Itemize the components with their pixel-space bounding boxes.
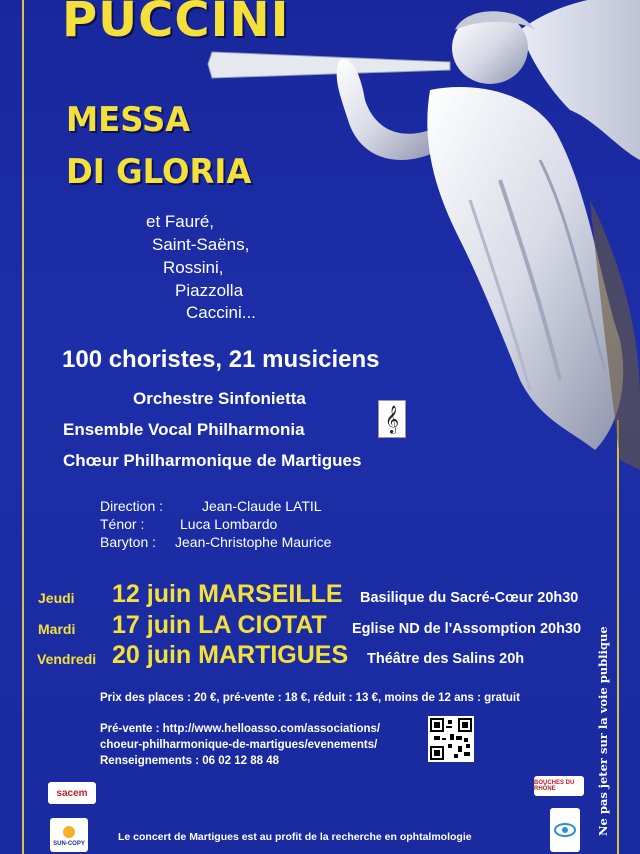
sacem-logo-text: sacem: [56, 787, 88, 799]
treble-clef-icon: 𝄞: [378, 400, 406, 438]
benefit-note: Le concert de Martigues est au profit de la recherche en ophtalmologie: [118, 831, 472, 843]
sun-copy-logo: [50, 818, 88, 852]
headline: 100 choristes, 21 musiciens: [62, 346, 380, 373]
presale-link[interactable]: Pré-vente : http://www.helloasso.com/associations/: [100, 723, 381, 735]
presale-link[interactable]: choeur-philharmonique-de-martigues/evenements/: [100, 739, 378, 751]
concert-date: 20 juin MARTIGUES: [112, 641, 349, 669]
other-composer: et Fauré,: [146, 212, 215, 231]
concert-venue: Basilique du Sacré-Cœur 20h30: [360, 590, 579, 606]
sun-icon: [60, 823, 78, 841]
concert-day: Vendredi: [37, 651, 97, 667]
concert-date: 12 juin MARSEILLE: [112, 580, 343, 608]
ensemble-name: Orchestre Sinfonietta: [133, 389, 306, 408]
concert-date: 17 juin LA CIOTAT: [112, 611, 327, 639]
vertical-notice: Ne pas jeter sur la voie publique: [596, 626, 610, 836]
qr-code-icon[interactable]: [428, 716, 474, 762]
sacem-logo: [48, 782, 96, 804]
eye-icon: [554, 819, 576, 841]
concert-venue: Théâtre des Salins 20h: [367, 651, 525, 667]
ensemble-name: Chœur Philharmonique de Martigues: [63, 451, 362, 470]
credit-name: Jean-Christophe Maurice: [175, 534, 332, 550]
concert-venue: Eglise ND de l'Assomption 20h30: [352, 621, 582, 637]
left-border-line: [22, 0, 24, 854]
other-composer: Piazzolla: [175, 281, 244, 300]
mass-title-line2: DI GLORIA: [66, 152, 252, 192]
concert-day: Mardi: [38, 621, 76, 637]
credit-role: Direction :: [100, 498, 164, 514]
prices: Prix des places : 20 €, pré-vente : 18 €, réduit : 13 €, moins de 12 ans : gratuit: [100, 692, 520, 704]
credit-name: Jean-Claude LATIL: [202, 498, 322, 514]
other-composer: Saint-Saëns,: [152, 235, 250, 254]
mass-title-line1: MESSA: [66, 100, 191, 140]
sun-copy-logo-text: SUN-COPY: [53, 841, 85, 847]
right-border-line: [617, 420, 619, 854]
bouches-logo-text: BOUCHES DU RHÔNE: [534, 780, 575, 792]
credit-name: Luca Lombardo: [180, 516, 278, 532]
credit-role: Ténor :: [100, 516, 145, 532]
bouches-du-rhone-logo: [534, 776, 584, 796]
other-composer: Rossini,: [163, 258, 224, 277]
other-composer: Caccini...: [186, 303, 256, 322]
ensemble-name: Ensemble Vocal Philharmonia: [63, 420, 305, 439]
eye-research-logo: [550, 808, 580, 852]
info-phone: Renseignements : 06 02 12 88 48: [100, 755, 279, 767]
composer-title: PUCCINI: [62, 0, 290, 48]
credit-role: Baryton :: [100, 534, 157, 550]
concert-day: Jeudi: [38, 590, 75, 606]
